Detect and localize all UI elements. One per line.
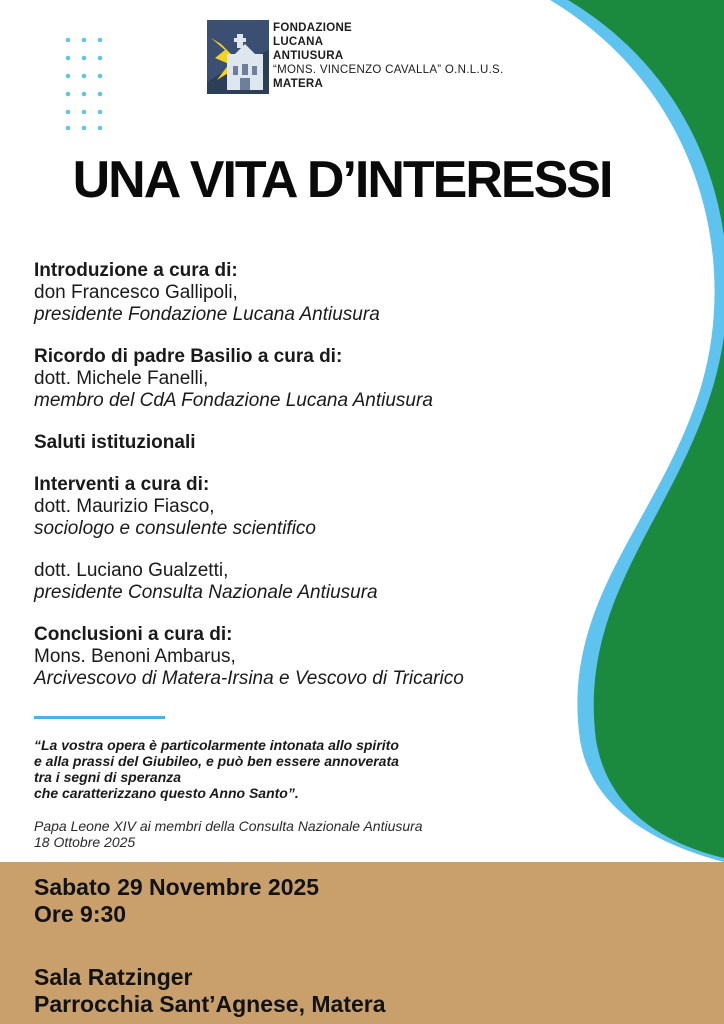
divider (34, 716, 165, 719)
saluti-heading: Saluti istituzionali (34, 432, 196, 453)
quote-line: e alla prassi del Giubileo, e può ben essere annoverata (34, 753, 399, 769)
event-place: Parrocchia Sant’Agnese, Matera (34, 991, 386, 1017)
org-line: ANTIUSURA (273, 50, 344, 62)
page-title: UNA VITA D’INTERESSI (72, 151, 612, 209)
org-line: FONDAZIONE (273, 22, 353, 34)
spacer (34, 928, 386, 964)
interventi-speaker-name: dott. Maurizio Fiasco, (34, 496, 215, 517)
organization-name (273, 21, 504, 91)
ricordo-heading: Ricordo di padre Basilio a cura di: (34, 346, 343, 367)
quote-source-line: Papa Leone XIV ai membri della Consulta Nazionale Antiusura (34, 818, 423, 834)
event-time: Ore 9:30 (34, 901, 127, 927)
program-interventi-second (34, 560, 464, 604)
program-ricordo (34, 346, 464, 412)
program-intro (34, 260, 464, 326)
program-interventi (34, 474, 464, 540)
intro-heading: Introduzione a cura di: (34, 260, 238, 281)
intro-speaker-name: don Francesco Gallipoli, (34, 282, 238, 303)
conclusioni-heading: Conclusioni a cura di: (34, 624, 233, 645)
event-details (34, 874, 386, 1018)
decorative-dots-icon (64, 36, 108, 132)
interventi-speaker-role: presidente Consulta Nazionale Antiusura (34, 582, 378, 603)
ricordo-speaker-role: membro del CdA Fondazione Lucana Antiusura (34, 390, 433, 411)
quote-line: “La vostra opera è particolarmente intonata allo spirito (34, 737, 399, 753)
event-date: Sabato 29 Novembre 2025 (34, 874, 320, 900)
quote-source-line: 18 Ottobre 2025 (34, 834, 136, 850)
program-conclusioni (34, 624, 464, 690)
conclusioni-speaker-name: Mons. Benoni Ambarus, (34, 646, 236, 667)
program-list (34, 260, 464, 710)
program-saluti (34, 432, 464, 454)
quote-source (34, 818, 423, 850)
intro-speaker-role: presidente Fondazione Lucana Antiusura (34, 304, 380, 325)
quote-line: tra i segni di speranza (34, 769, 182, 785)
conclusioni-speaker-role: Arcivescovo di Matera-Irsina e Vescovo di Tricarico (34, 668, 464, 689)
quote-text (34, 737, 399, 801)
org-line: “MONS. VINCENZO CAVALLA” O.N.L.U.S. (273, 64, 504, 76)
ricordo-speaker-name: dott. Michele Fanelli, (34, 368, 209, 389)
org-line: LUCANA (273, 36, 324, 48)
event-venue: Sala Ratzinger (34, 964, 193, 990)
interventi-speaker-name: dott. Luciano Gualzetti, (34, 560, 229, 581)
interventi-heading: Interventi a cura di: (34, 474, 210, 495)
quote-line: che caratterizzano questo Anno Santo”. (34, 785, 299, 801)
interventi-speaker-role: sociologo e consulente scientifico (34, 518, 317, 539)
org-line: MATERA (273, 78, 324, 90)
foundation-logo-icon (207, 20, 269, 94)
